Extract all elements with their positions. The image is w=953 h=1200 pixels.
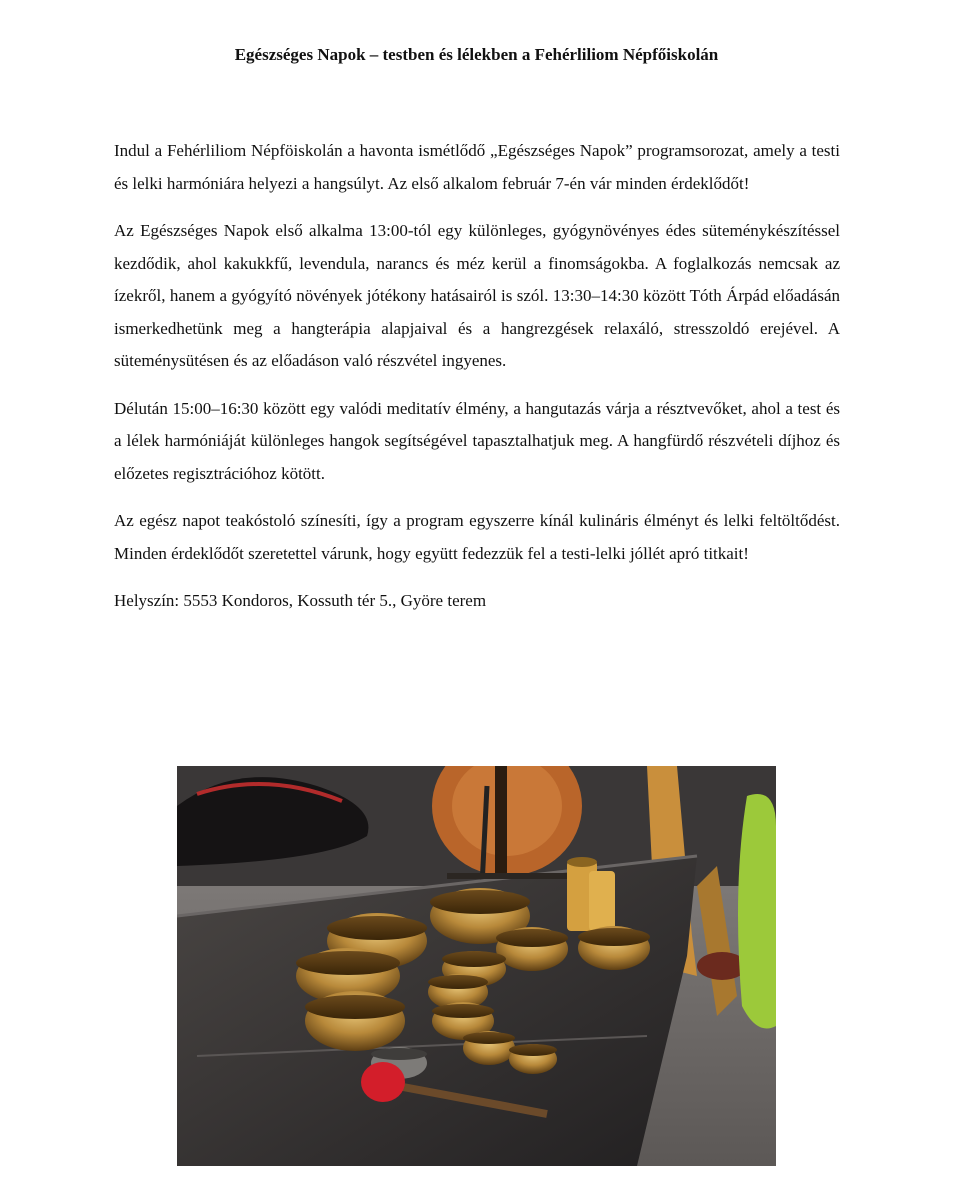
paragraph-afternoon: Délután 15:00–16:30 között egy valódi meditatív élmény, a hangutazás várja a résztvevőket, ahol a test és a lélek harmóniáját különleges hangok segítségével tapasztalhatjuk meg. A hangfürdő részvételi díjhoz és előzetes regisztrációhoz kötött. xyxy=(114,398,840,483)
page-title: Egészséges Napok – testben és lélekben a Fehérliliom Népfőiskolán xyxy=(234,45,719,64)
article-body xyxy=(114,135,840,633)
paragraph-closing: Az egész napot teakóstoló színesíti, így a program egyszerre kínál kulináris élményt és lelki feltöltődést. Minden érdeklődőt szeretettel várunk, hogy együtt fedezzük fel a testi-lelki jóllét apró titkait! xyxy=(114,511,840,563)
paragraph-program: Az Egészséges Napok első alkalma 13:00-tól egy különleges, gyógynövényes édes süteménykészítéssel kezdődik, ahol kakukkfű, levendula, narancs és méz kerül a finomságokba. A foglalkozás nemcsak az ízekről, hanem a gyógyító növények jótékony hatásairól is szól. 13:30–14:30 között Tóth Árpád előadásán ismerkedhetünk meg a hangterápia alapjaival és a hangrezgések relaxáló, stresszoldó erejével. A süteménysütésen és az előadáson való részvétel ingyenes. xyxy=(114,221,840,370)
location-line: Helyszín: 5553 Kondoros, Kossuth tér 5., Györe terem xyxy=(114,591,487,610)
paragraph-intro: Indul a Fehérliliom Népföiskolán a havonta ismétlődő „Egészséges Napok” programsorozat, amely a testi és lelki harmóniára helyezi a hangsúlyt. Az első alkalom február 7-én vár minden érdeklődőt! xyxy=(114,141,840,193)
singing-bowls-photo xyxy=(177,766,776,1166)
